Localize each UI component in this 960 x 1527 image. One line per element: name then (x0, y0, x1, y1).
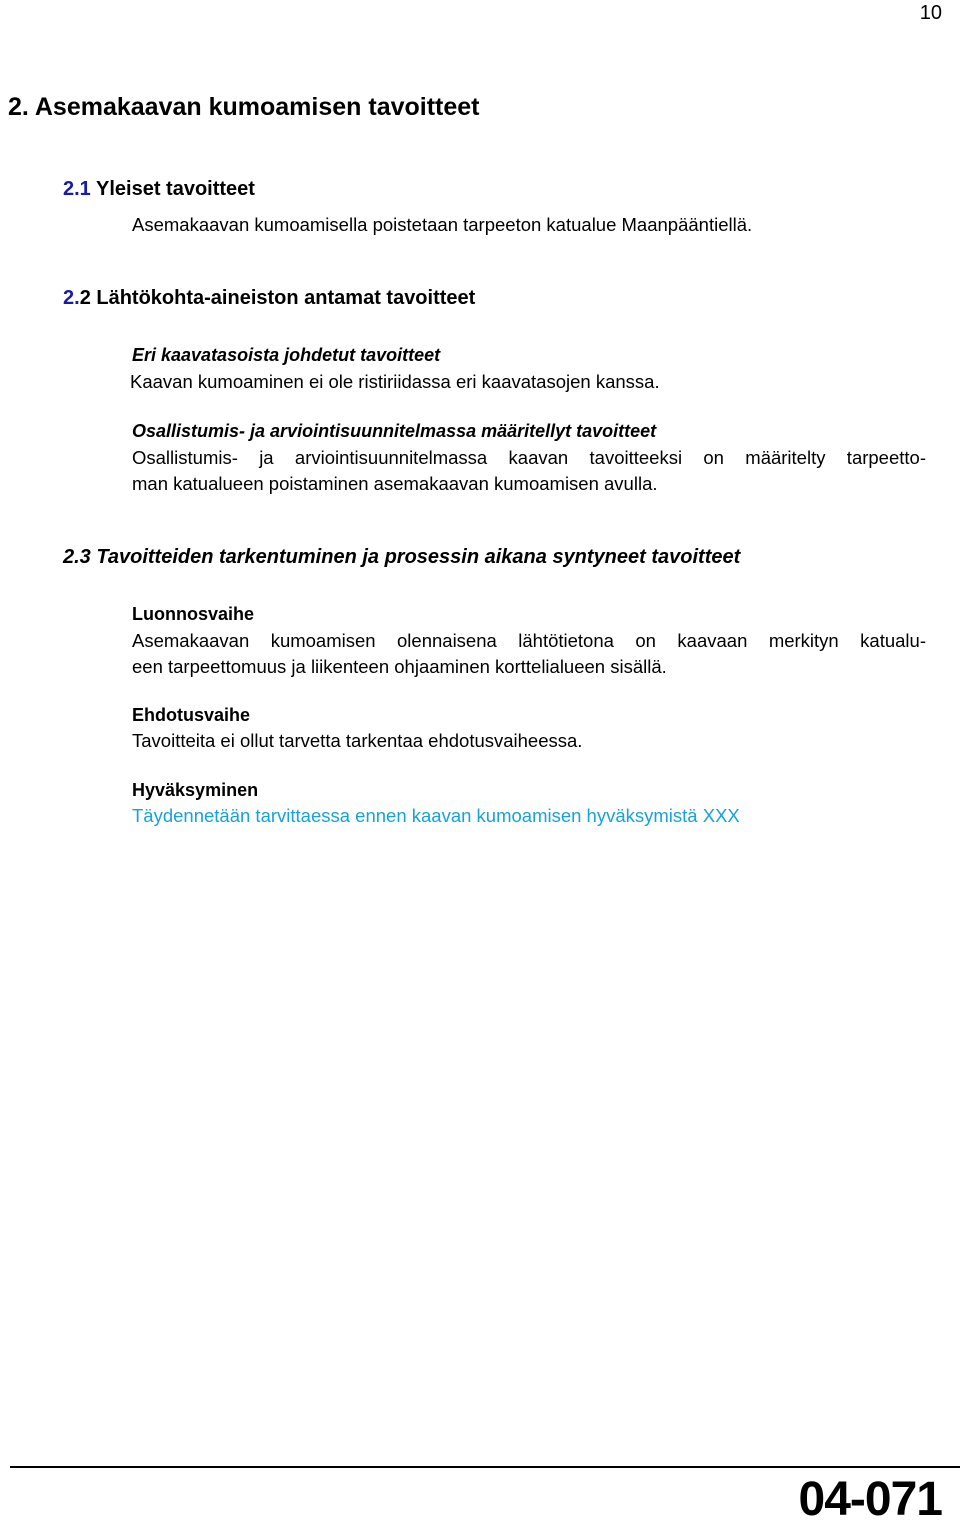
page-title: 2. Asemakaavan kumoamisen tavoitteet (8, 93, 480, 121)
luonnosvaihe-title: Luonnosvaihe (132, 604, 255, 624)
hyvaksyminen-text: Täydennetään tarvittaessa ennen kaavan kumoamisen hyväksymistä XXX (132, 805, 740, 826)
ehdotusvaihe-text: Tavoitteita ei ollut tarvetta tarkentaa ehdotusvaiheessa. (132, 730, 583, 751)
subsection-oas-title: Osallistumis- ja arviointisuunnitelmassa määritellyt tavoitteet (132, 421, 657, 441)
subsection-oas-paragraph (132, 445, 926, 497)
page-number: 10 (919, 2, 942, 24)
footer-document-code: 04-071 (798, 1473, 942, 1526)
section-2-2-title: Lähtökohta-aineiston antamat tavoitteet (96, 287, 476, 309)
luonnosvaihe-paragraph (132, 628, 926, 680)
subsection-kaavatasot-text: Kaavan kumoaminen ei ole ristiriidassa eri kaavatasojen kanssa. (130, 371, 660, 392)
section-2-1-title: Yleiset tavoitteet (96, 178, 255, 200)
section-2-3-title: Tavoitteiden tarkentuminen ja prosessin aikana syntyneet tavoitteet (96, 546, 741, 568)
subsection-oas-line: Osallistumis- ja arviointisuunnitelmassa kaavan tavoitteeksi on määritelty tarpeetto- (132, 447, 926, 468)
section-2-1-text: Asemakaavan kumoamisella poistetaan tarpeeton katualue Maanpääntiellä. (132, 214, 753, 235)
section-2-2-heading (63, 287, 475, 310)
luonnosvaihe-line: Asemakaavan kumoamisen olennaisena lähtötietona on kaavaan merkityn katualu- (132, 630, 926, 651)
hyvaksyminen-title: Hyväksyminen (132, 780, 259, 800)
subsection-kaavatasot-title: Eri kaavatasoista johdetut tavoitteet (132, 345, 441, 365)
section-2-3-number: 2.3 (63, 546, 91, 568)
section-2-3-heading (63, 546, 740, 569)
subsection-oas-line: man katualueen poistaminen asemakaavan kumoamisen avulla. (132, 473, 658, 494)
section-2-2-number: 2.2 (63, 287, 91, 309)
luonnosvaihe-line: een tarpeettomuus ja liikenteen ohjaaminen korttelialueen sisällä. (132, 656, 667, 677)
section-2-1-heading (63, 178, 255, 201)
section-2-1-number: 2.1 (63, 178, 91, 200)
ehdotusvaihe-title: Ehdotusvaihe (132, 705, 251, 725)
footer-divider (10, 1466, 960, 1468)
